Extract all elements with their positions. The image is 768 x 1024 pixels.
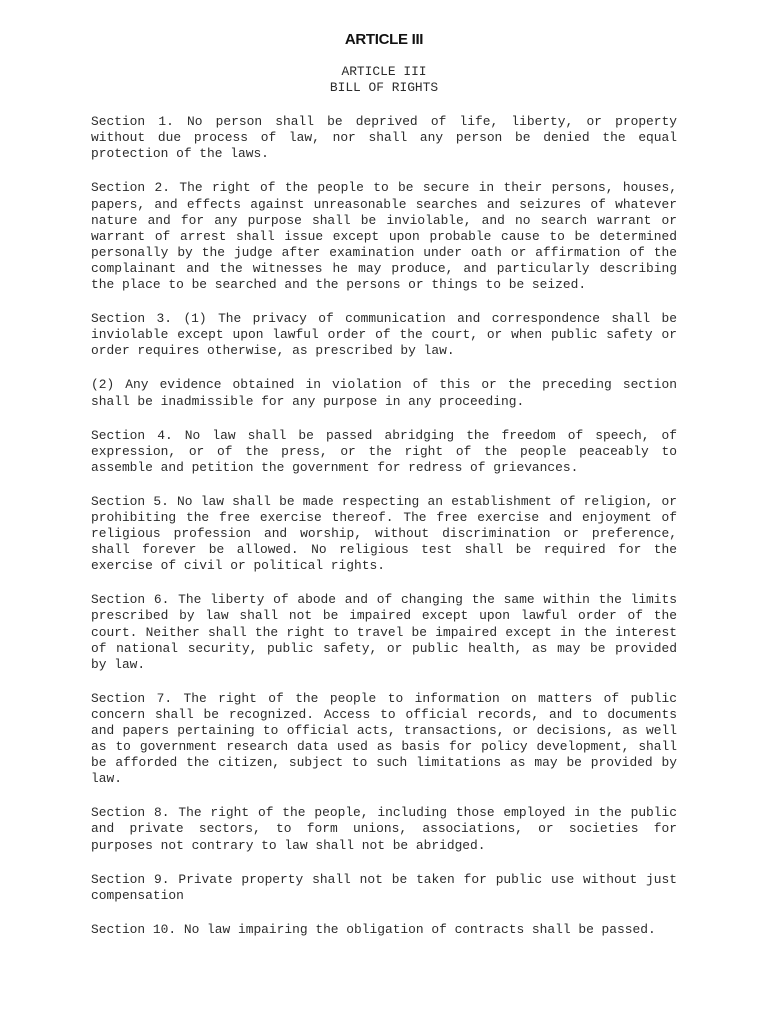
section-8: Section 8. The right of the people, including those employed in the public and private sectors, to form unions, associations, or societies for purposes not contrary to law shall not be abridged. [91, 805, 677, 853]
section-7: Section 7. The right of the people to information on matters of public concern shall be recognized. Access to official records, and to documents and papers pertaining to official acts, transactions, or decisions, as well as to government research data used as basis for policy development, shall be afforded the citizen, subject to such limitations as may be provided by law. [91, 690, 677, 787]
document-body [91, 64, 677, 956]
section-10: Section 10. No law impairing the obligation of contracts shall be passed. [91, 921, 656, 937]
article-heading [91, 64, 677, 96]
article-name: BILL OF RIGHTS [329, 80, 439, 96]
section-3-paragraph-2: (2) Any evidence obtained in violation of this or the preceding section shall be inadmissible for any purpose in any proceeding. [91, 377, 677, 409]
article-number: ARTICLE III [341, 64, 427, 79]
section-6: Section 6. The liberty of abode and of changing the same within the limits prescribed by law shall not be impaired except upon lawful order of the court. Neither shall the right to travel be impaired except in the interest of national security, public safety, or public health, as may be provided by law. [91, 592, 677, 672]
section-9: Section 9. Private property shall not be taken for public use without just compensation [91, 871, 677, 903]
section-4: Section 4. No law shall be passed abridging the freedom of speech, of expression, or of the press, or the right of the people peaceably to assemble and petition the government for redress of grievances. [91, 427, 677, 475]
section-2: Section 2. The right of the people to be secure in their persons, houses, papers, and effects against unreasonable searches and seizures of whatever nature and for any purpose shall be inviolable, and no search warrant or warrant of arrest shall issue except upon probable cause to be determined personally by the judge after examination under oath or affirmation of the complainant and the witnesses he may produce, and particularly describing the place to be searched and the persons or things to be seized. [91, 180, 677, 293]
section-1: Section 1. No person shall be deprived of life, liberty, or property without due process of law, nor shall any person be denied the equal protection of the laws. [91, 114, 677, 162]
section-3-paragraph-1: Section 3. (1) The privacy of communication and correspondence shall be inviolable except upon lawful order of the court, or when public safety or order requires otherwise, as prescribed by law. [91, 311, 677, 359]
document-title: ARTICLE III [344, 31, 424, 48]
section-5: Section 5. No law shall be made respecting an establishment of religion, or prohibiting the free exercise thereof. The free exercise and enjoyment of religious profession and worship, without discrimination or preference, shall forever be allowed. No religious test shall be required for the exercise of civil or political rights. [91, 493, 677, 574]
